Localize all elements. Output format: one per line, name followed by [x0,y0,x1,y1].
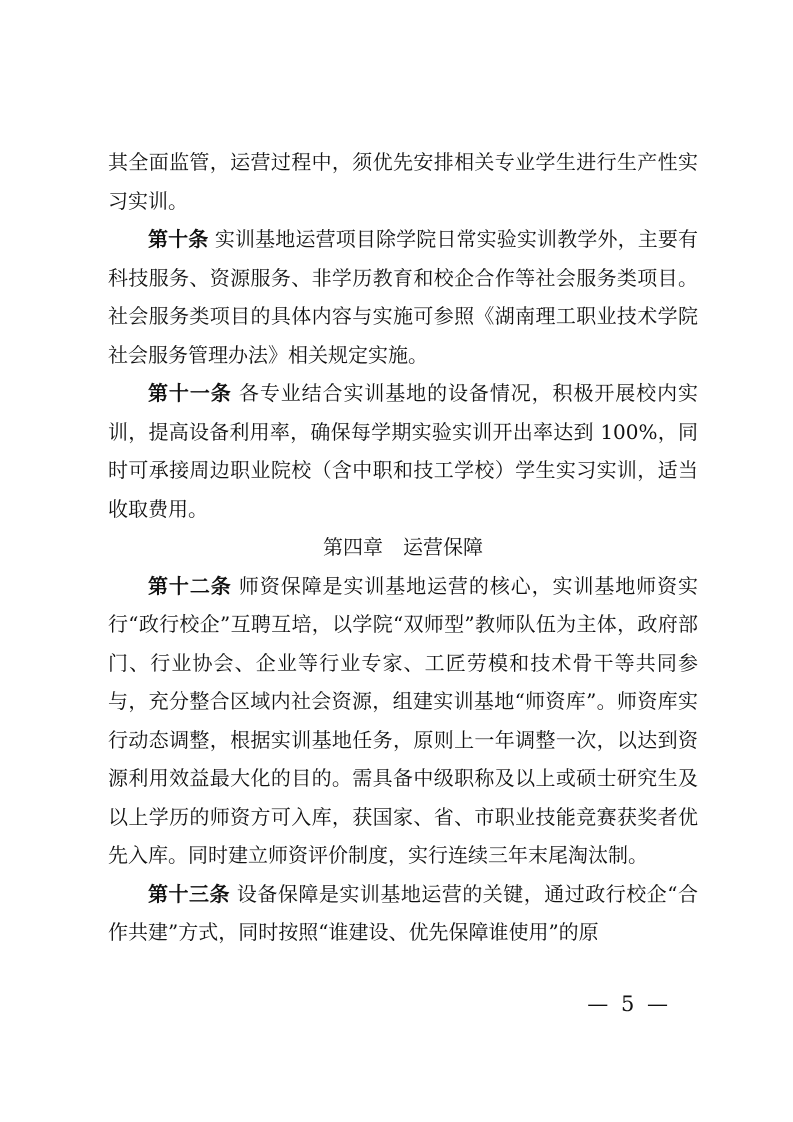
article-label: 第十二条 [148,573,232,598]
chapter-heading: 第四章 运营保障 [323,535,483,559]
article-12 [108,567,698,875]
article-label: 第十三条 [148,881,230,906]
article-13 [108,875,698,952]
article-label: 第十一条 [148,381,232,405]
article-label: 第十条 [148,227,209,251]
article-text: 实训基地运营项目除学院日常实验实训教学外，主要有科技服务、资源服务、非学历教育和校企合作等社会服务类项目。社会服务类项目的具体内容与实施可参照《湖南理工职业技术学院社会服务管理办法》相关规定实施。 [108,227,698,367]
page-number: — 5 — [587,992,671,1016]
article-text: 设备保障是实训基地运营的关键，通过政行校企“合作共建”方式，同时按照“谁建设、优先保障谁使用”的原 [108,881,699,944]
article-text: 各专业结合实训基地的设备情况，积极开展校内实训，提高设备利用率，确保每学期实验实训开出率达到 100%，同时可承接周边职业院校（含中职和技工学校）学生实习实训，适当收取费用。 [108,381,699,521]
article-10 [108,220,698,374]
document-page [108,143,698,952]
paragraph-continuation: 其全面监管，运营过程中，须优先安排相关专业学生进行生产性实习实训。 [108,150,698,213]
article-text: 师资保障是实训基地运营的核心，实训基地师资实行“政行校企”互聘互培，以学院“双师型”教师队伍为主体，政府部门、行业协会、企业等行业专家、工匠劳模和技术骨干等共同参与，充分整合区域内社会资源，组建实训基地“师资库”。师资库实行动态调整，根据实训基地任务，原则上一年调整一次，以达到资源利用效益最大化的目的。需具备中级职称及以上或硕士研究生及以上学历的师资方可入库，获国家、省、市职业技能竞赛获奖者优先入库。同时建立师资评价制度，实行连续三年末尾淘汰制。 [108,573,699,867]
article-11 [108,374,698,528]
